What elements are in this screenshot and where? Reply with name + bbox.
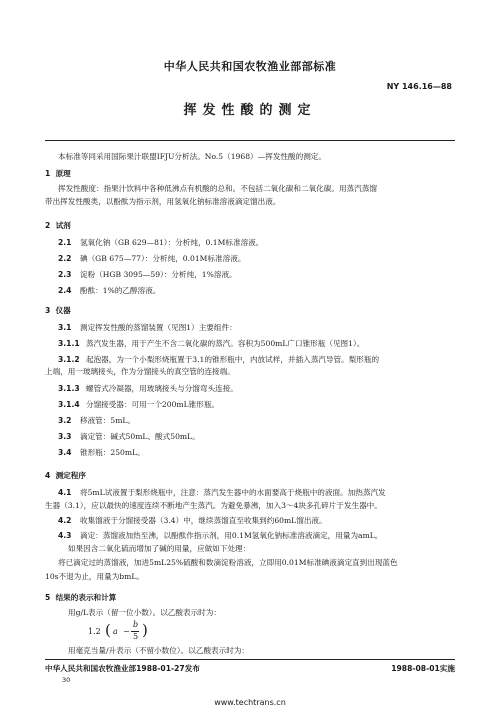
header-rule (45, 140, 455, 141)
section-4-heading (45, 470, 86, 481)
procedure-step-continued: 10s不退为止，用量为bmL。 (45, 572, 145, 581)
section-title: 结果的表示和计算 (55, 593, 117, 602)
standard-number: NY 146.16—88 (386, 82, 452, 91)
apparatus-item: 3.1.1 蒸汽发生器，用于产生不含二氧化碳的蒸汽。容积为500mL广口锥形瓶（见图1）。 (58, 339, 365, 348)
section-number: 3 (45, 306, 51, 315)
formula-denominator: 5 (133, 632, 139, 641)
formula-minus: − (123, 627, 130, 636)
reagent-item: 2.4 酚酞：1%的乙醇溶液。 (58, 286, 161, 295)
apparatus-item-continued: 上端，用一玻璃接头，作为分馏接头的真空管的连接端。 (45, 367, 235, 376)
section-1-text-line-2: 带出挥发性酸类，以酚酞为指示剂，用氢氧化钠标准溶液滴定馏出液。 (45, 197, 281, 206)
page-number: 30 (62, 676, 71, 684)
section-title: 原理 (55, 169, 71, 178)
apparatus-item: 3.1.3 螺管式冷凝器，用玻璃接头与分馏弯头连接。 (58, 384, 238, 393)
apparatus-item: 3.4 锥形瓶：250mL。 (58, 448, 145, 457)
section-title: 测定程序 (55, 471, 86, 480)
reagent-item: 2.1 氢氧化钠（GB 629—81）：分析纯，0.1M标准溶液。 (58, 238, 264, 247)
website-watermark: www.techtrans.cn (214, 698, 286, 707)
effective-date: 1988-08-01实施 (391, 664, 455, 673)
issue-date: 中华人民共和国农牧渔业部1988-01-27发布 (45, 664, 200, 673)
section-2-heading (45, 220, 71, 231)
section-3-heading (45, 305, 71, 316)
procedure-step-continued: 将已滴定过的蒸馏液，加进5mL25%硫酸和数滴淀粉溶液，立即用0.01M标准碘液滴定直到出现蓝色 (58, 558, 398, 567)
intro-paragraph: 本标准等同采用国际果汁联盟IFJU分析法。No.5（1968）—挥发性酸的测定。 (58, 152, 326, 161)
procedure-step-continued: 生器（3.1），应以最快的速度连续不断地产生蒸汽。为避免暴沸，加入3～4块多孔碎片于发生器中。 (45, 501, 382, 510)
section-number: 2 (45, 221, 51, 230)
results-text-line-2: 用毫克当量/升表示（不留小数位）。以乙酸表示时为： (68, 646, 250, 655)
section-number: 4 (45, 471, 51, 480)
formula-variable-a: a (113, 627, 118, 636)
procedure-step: 4.1 将5mL试液置于梨形烧瓶中，注意：蒸汽发生器中的水面要高于烧瓶中的液面。加热蒸汽发 (58, 488, 386, 497)
apparatus-item: 3.3 滴定管：碱式50mL、酸式50mL。 (58, 432, 200, 441)
section-title: 仪器 (55, 306, 71, 315)
footer-rule (45, 659, 455, 660)
formula-paren-close: ) (142, 621, 148, 639)
apparatus-item: 3.1 测定挥发性酸的蒸馏装置（见图1）主要组件： (58, 323, 237, 332)
procedure-step-note: 如果因含二氧化硫而增加了碱的用量，应做如下处理： (68, 544, 251, 553)
results-text-line-1: 用g/L表示（留一位小数）。以乙酸表示时为： (68, 608, 221, 617)
apparatus-item: 3.1.2 起泡器，为一个小梨形烧瓶置于3.1的锥形瓶中，内放试样，并插入蒸汽导管。梨形瓶的 (58, 355, 380, 364)
procedure-step: 4.2 收集馏液于分馏接受器（3.4）中，继续蒸馏直至收集到约60mL馏出液。 (58, 516, 327, 525)
issuing-organization: 中华人民共和国农牧渔业部部标准 (163, 60, 337, 73)
section-number: 5 (45, 593, 51, 602)
formula-paren-open: ( (105, 621, 111, 639)
document-title: 挥发性酸的测定 (183, 103, 317, 118)
apparatus-item: 3.1.4 分馏接受器：可用一个200mL锥形瓶。 (58, 400, 220, 409)
apparatus-item: 3.2 移液管：5mL。 (58, 416, 136, 425)
formula-coefficient: 1.2 (88, 627, 101, 636)
section-1-heading (45, 168, 71, 179)
section-number: 1 (45, 169, 51, 178)
procedure-step: 4.3 滴定：蒸馏液加热至沸，以酚酞作指示剂，用0.1M氢氧化钠标准溶液滴定，用量为amL。 (58, 531, 383, 540)
reagent-item: 2.3 淀粉（HGB 3095—59）：分析纯，1%溶液。 (58, 270, 237, 279)
section-1-text-line-1: 挥发性酸度：指果汁饮料中各种低沸点有机酸的总和。不包括二氧化碳和二氧化碳。用蒸汽蒸馏 (58, 184, 377, 193)
section-5-heading (45, 592, 116, 603)
section-title: 试剂 (55, 221, 71, 230)
formula-numerator: b (133, 620, 139, 629)
reagent-item: 2.2 碘（GB 675—77）：分析纯，0.01M标准溶液。 (58, 254, 246, 263)
